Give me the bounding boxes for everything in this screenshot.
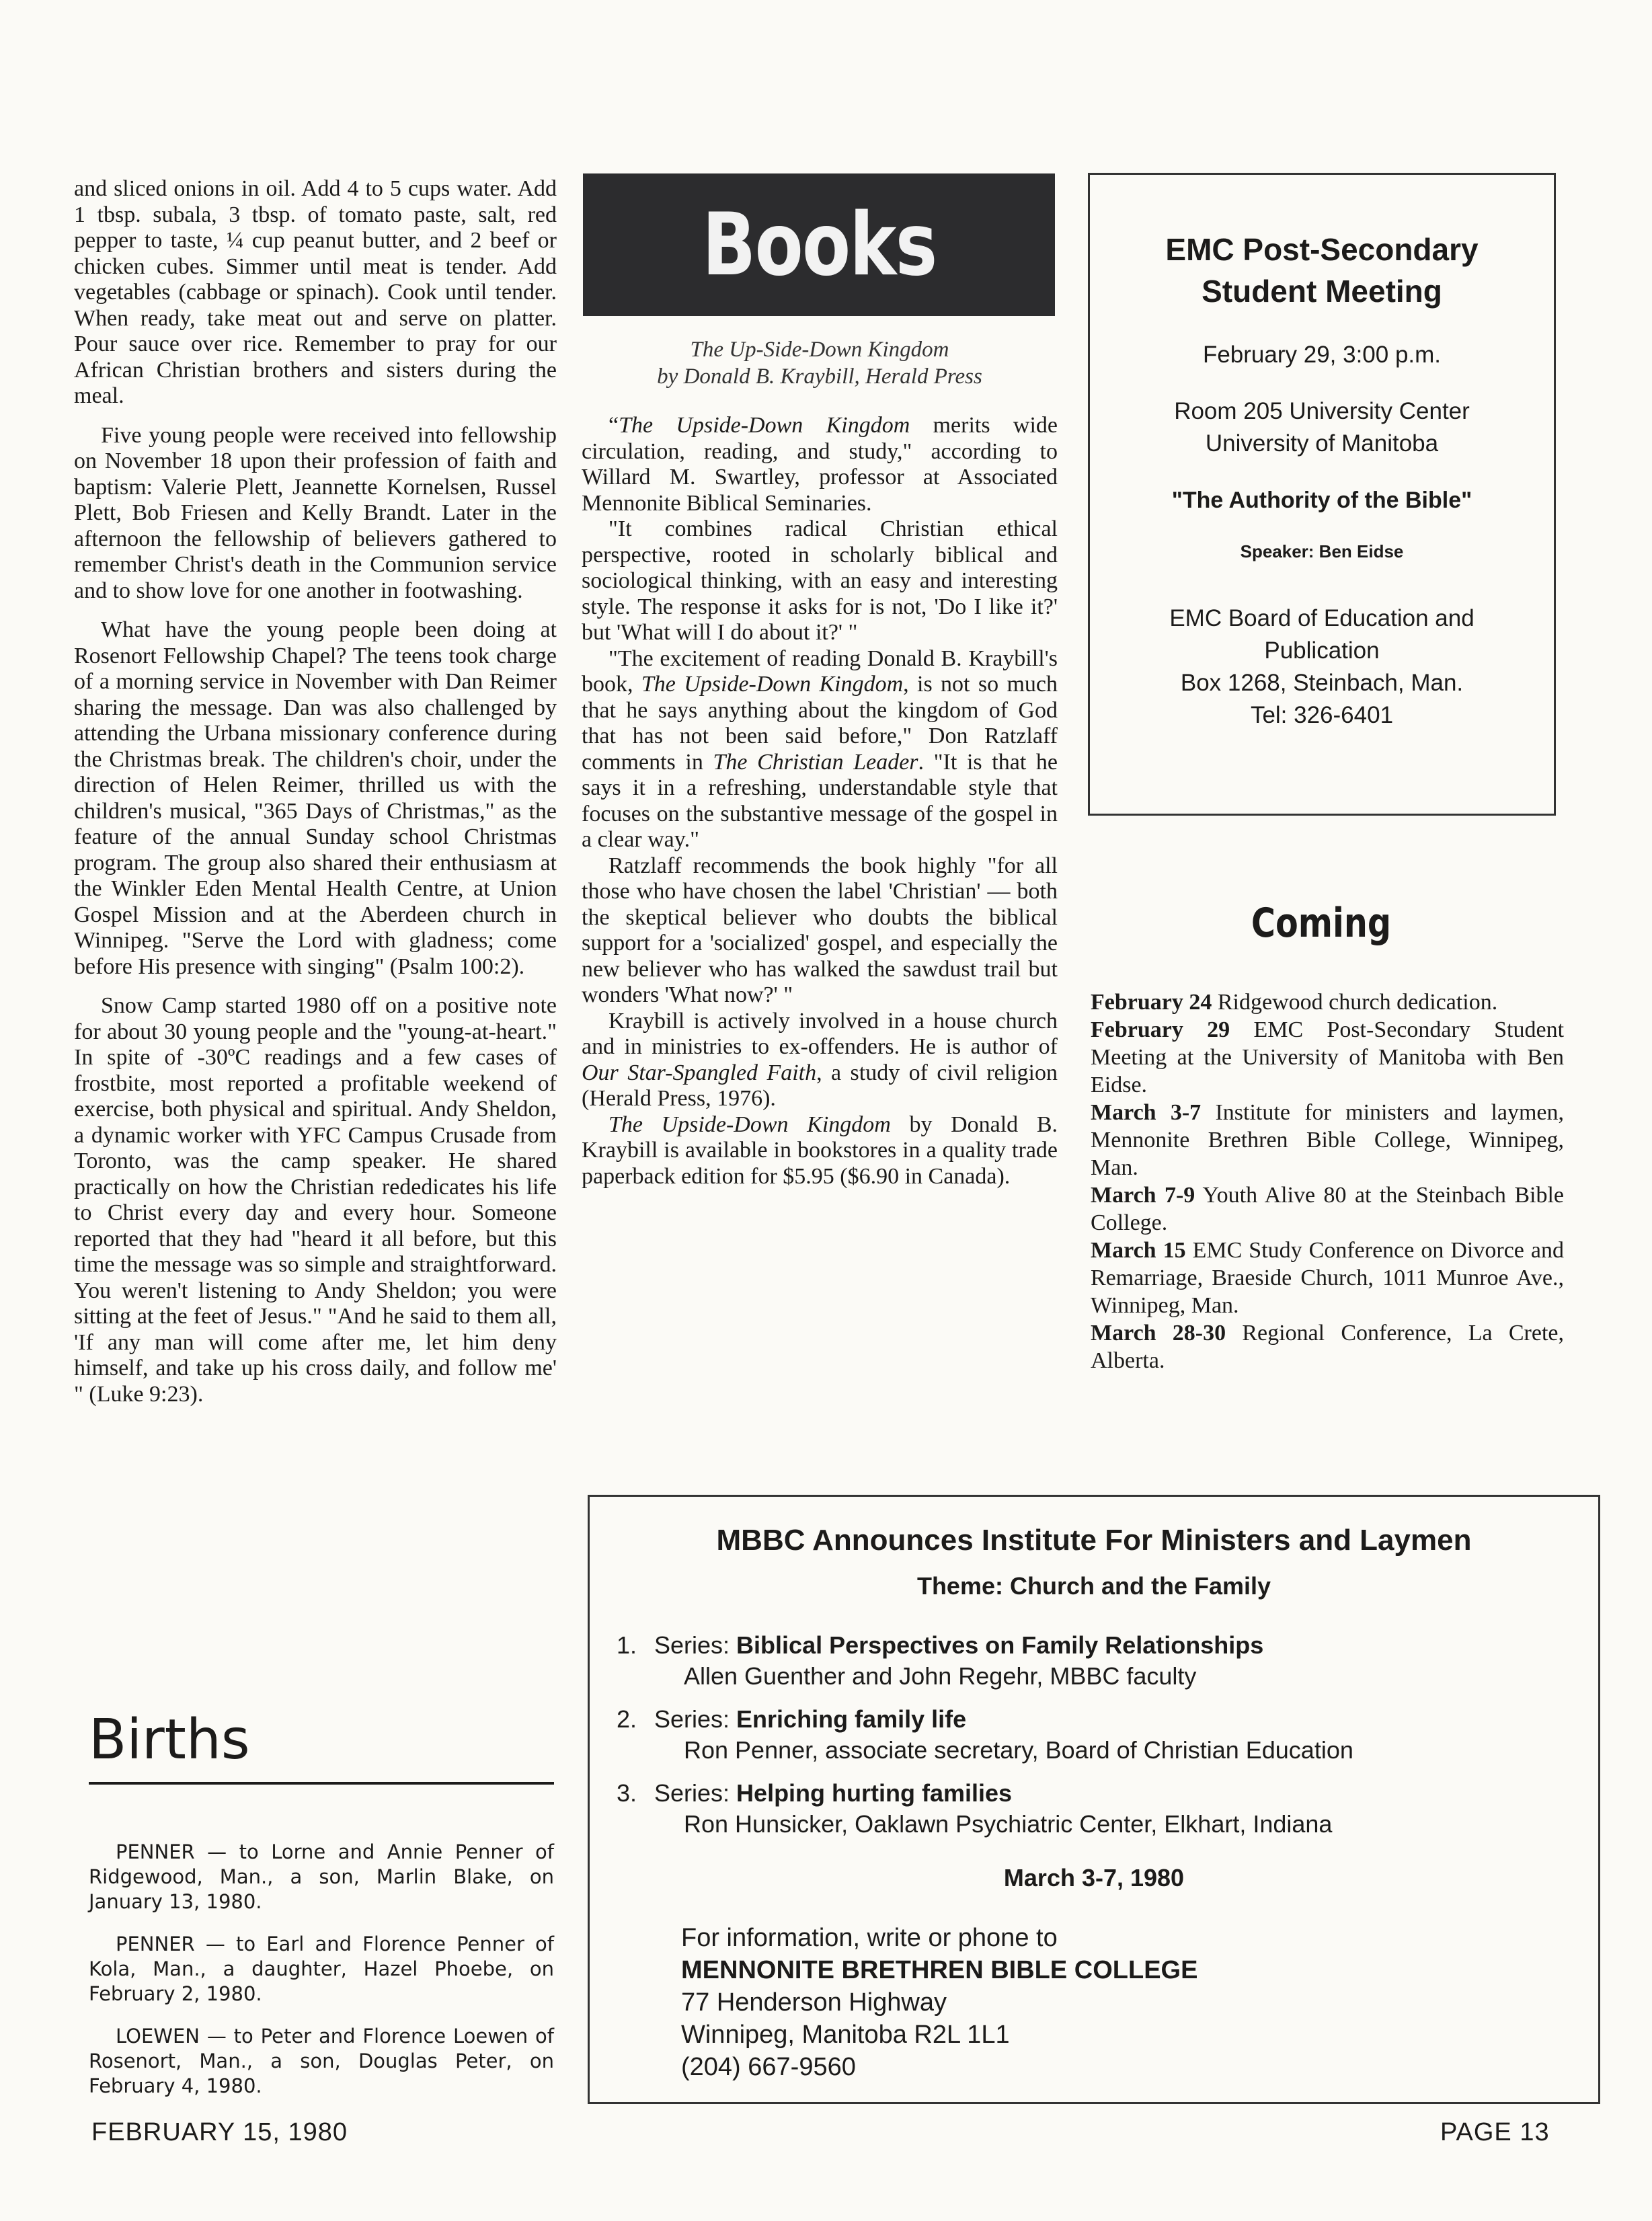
series-item (617, 1778, 1598, 1840)
review-text: Kraybill is actively involved in a house church and in ministries to ex-offenders. He is author of (582, 1008, 1058, 1059)
contact-street: 77 Henderson Highway (681, 1988, 947, 2017)
left-column-article (74, 176, 557, 1407)
review-book-title: The Upside-Down Kingdom (619, 413, 910, 438)
series-number: 3. (617, 1779, 637, 1807)
series-speakers: Ron Hunsicker, Oaklawn Psychiatric Center, Elkhart, Indiana (684, 1810, 1333, 1838)
emc-title (1090, 229, 1554, 312)
article-paragraph: Snow Camp started 1980 off on a positive note for about 30 young people and the "young-at-heart." In spite of -30ºC readings and a few cases of frostbite, most reported a profitable weekend of exercise, both physical and spiritual. Andy Sheldon, a dynamic worker with YFC Campus Crusade from Toronto, was the camp speaker. He shared practically on how the Christian rededicates his life to Christ every day and every hour. Someone reported that they had "heard it all before, but this time the message was so simple and straightforward. You weren't listening to Andy Sheldon; you were sitting at the feet of Jesus." "And he said to them all, 'If any man will come after me, let him deny himself, and take up his cross daily, and follow me' " (Luke 9:23). (74, 993, 557, 1407)
series-name: Enriching family life (736, 1705, 967, 1733)
event-text: Ridgewood church dedication. (1217, 990, 1498, 1015)
emc-location: University of Manitoba (1205, 430, 1439, 457)
event-text: Regional Conference, La Crete, Alberta. (1091, 1321, 1564, 1373)
event-item (1091, 1181, 1564, 1237)
book-review (582, 336, 1058, 1190)
review-text: by Donald B. Kraybill is available in bookstores in a quality trade paperback edition for $5.95 ($6.90 in Canada). (582, 1112, 1058, 1189)
emc-organizer: Publication (1264, 637, 1380, 664)
coming-events-list (1091, 988, 1564, 1374)
births-section (89, 1707, 554, 2099)
contact-city: Winnipeg, Manitoba R2L 1L1 (681, 2021, 1010, 2049)
event-text: Institute for ministers and laymen, Mennonite Brethren Bible College, Winnipeg, Man. (1091, 1100, 1565, 1180)
event-date: March 28-30 (1091, 1321, 1226, 1346)
contact-phone: (204) 667-9560 (681, 2053, 856, 2081)
event-text: EMC Study Conference on Divorce and Remarriage, Braeside Church, 1011 Munroe Ave., Winnipeg, Man. (1091, 1238, 1564, 1318)
event-date: March 7-9 (1091, 1183, 1195, 1208)
mbbc-contact (681, 1922, 1598, 2083)
event-item (1091, 1319, 1564, 1374)
book-meta (582, 336, 1058, 390)
series-speakers: Allen Guenther and John Regehr, MBBC faculty (684, 1662, 1197, 1690)
series-name: Biblical Perspectives on Family Relationships (736, 1631, 1264, 1659)
review-paragraph: “The Upside-Down Kingdom merits wide circulation, reading, and study," according to Willard M. Swartley, professor at Associated Mennonite Biblical Seminaries. (582, 413, 1058, 516)
mbbc-theme: Theme: Church and the Family (916, 1572, 1271, 1600)
emc-organizer: EMC Board of Education and (1169, 605, 1474, 631)
footer-page-number: PAGE 13 (1440, 2118, 1550, 2146)
mbbc-dates: March 3-7, 1980 (1003, 1864, 1185, 1892)
emc-address: Box 1268, Steinbach, Man. (1180, 670, 1464, 696)
article-paragraph: and sliced onions in oil. Add 4 to 5 cups water. Add 1 tbsp. subala, 3 tbsp. of tomato paste, salt, red pepper to taste, ¼ cup peanut butter, and 2 beef or chicken cubes. Simmer until meat is tender. Add vegetables (cabbage or spinach). Cook until tender. When ready, take meat out and serve on platter. Pour sauce over rice. Remember to pray for our African Christian brothers and sisters during the meal. (74, 176, 557, 408)
emc-title-line: Student Meeting (1202, 274, 1442, 309)
event-date: March 15 (1091, 1238, 1186, 1263)
review-paragraph: Ratzlaff recommends the book highly "for all those who have chosen the label 'Christian' — both the skeptical believer who doubts the biblical support for a 'socialized' gospel, and especially the new believer who has walked the sawdust trail but wonders 'What now?' " (582, 853, 1058, 1007)
emc-title-line: EMC Post-Secondary (1165, 232, 1479, 267)
series-prefix: Series: (654, 1779, 737, 1807)
series-name: Helping hurting families (736, 1779, 1013, 1807)
mbbc-institute-announcement (588, 1495, 1600, 2104)
review-text: "The excitement of reading Donald B. Kraybill's book, (582, 646, 1058, 697)
emc-date: February 29, 3:00 p.m. (1202, 342, 1442, 368)
review-text: , a study of civil religion (Herald Press, 1976). (582, 1060, 1058, 1111)
series-item (617, 1630, 1598, 1692)
review-book-title: The Upside-Down Kingdom (608, 1112, 891, 1137)
series-item (617, 1704, 1598, 1766)
review-magazine-title: The Christian Leader (713, 749, 918, 775)
event-item (1091, 1237, 1564, 1319)
contact-intro: For information, write or phone to (681, 1924, 1058, 1952)
review-paragraph (582, 1112, 1058, 1190)
coming-heading-label: Coming (1251, 900, 1392, 947)
series-speakers: Ron Penner, associate secretary, Board of Christian Education (684, 1736, 1353, 1764)
review-paragraph (582, 646, 1058, 853)
review-paragraph (582, 1009, 1058, 1112)
event-text: EMC Post-Secondary Student Meeting at the University of Manitoba with Ben Eidse. (1091, 1017, 1565, 1097)
review-text: , is not so much that he says anything about the kingdom of God that has not been said before," Don Ratzlaff comments in (582, 672, 1058, 775)
births-heading: Births (89, 1707, 554, 1785)
event-date: February 24 (1091, 990, 1212, 1015)
event-item (1091, 988, 1564, 1016)
emc-topic: "The Authority of the Bible" (1171, 488, 1472, 513)
books-banner-label: Books (701, 194, 937, 295)
event-date: March 3-7 (1091, 1100, 1202, 1125)
contact-organization: MENNONITE BRETHREN BIBLE COLLEGE (681, 1956, 1198, 1984)
series-number: 1. (617, 1631, 637, 1659)
event-date: February 29 (1091, 1017, 1230, 1042)
birth-entry: PENNER — to Lorne and Annie Penner of Ridgewood, Man., a son, Marlin Blake, on January 13, 1980. (89, 1840, 554, 1913)
series-number: 2. (617, 1705, 637, 1733)
emc-phone: Tel: 326-6401 (1250, 702, 1394, 728)
article-paragraph: What have the young people been doing at Rosenort Fellowship Chapel? The teens took charge of a morning service in November with Dan Reimer sharing the message. Dan was also challenged by attending the Urbana missionary conference during the Christmas break. The children's choir, under the direction of Helen Reimer, thrilled us with the children's musical, "365 Days of Christmas," as the feature of the annual Sunday school Christmas program. The group also shared their enthusiasm at the Winkler Eden Mental Health Centre, at Union Gospel Mission and at the Aberdeen church in Winnipeg. "Serve the Lord with gladness; come before His presence with singing" (Psalm 100:2). (74, 617, 557, 979)
review-text: merits wide circulation, reading, and study," according to Willard M. Swartley, professor at Associated Mennonite Biblical Seminaries. (582, 413, 1058, 516)
event-item (1091, 1016, 1564, 1099)
births-list (89, 1840, 554, 2099)
books-banner (583, 173, 1055, 316)
article-paragraph: Five young people were received into fellowship on November 18 upon their profession of faith and baptism: Valerie Plett, Jeannette Kornelsen, Russel Plett, Bob Friesen and Kelly Brandt. Later in the afternoon the fellowship of believers gathered to remember Christ's death in the Communion service and to show love for one another in footwashing. (74, 422, 557, 603)
event-text: Youth Alive 80 at the Steinbach Bible College. (1091, 1183, 1564, 1235)
birth-entry: PENNER — to Earl and Florence Penner of Kola, Man., a daughter, Hazel Phoebe, on February 2, 1980. (89, 1933, 554, 2005)
review-book-title: Our Star-Spangled Faith (582, 1060, 817, 1085)
emc-speaker: Speaker: Ben Eidse (1240, 541, 1404, 561)
review-book-title: The Upside-Down Kingdom (641, 672, 904, 697)
emc-meeting-announcement (1088, 173, 1556, 816)
series-prefix: Series: (654, 1705, 737, 1733)
mbbc-title: MBBC Announces Institute For Ministers and Laymen (716, 1524, 1472, 1557)
event-item (1091, 1099, 1564, 1181)
emc-location: Room 205 University Center (1174, 398, 1470, 424)
book-title: The Up-Side-Down Kingdom (690, 338, 949, 362)
coming-heading (1089, 900, 1553, 947)
footer-date: FEBRUARY 15, 1980 (91, 2118, 348, 2146)
review-text: . "It is that he says it in a refreshing, understandable style that focuses on the substantive message of the gospel in a clear way." (582, 749, 1058, 852)
series-prefix: Series: (654, 1631, 737, 1659)
book-byline: by Donald B. Kraybill, Herald Press (657, 364, 982, 389)
birth-entry: LOEWEN — to Peter and Florence Loewen of Rosenort, Man., a son, Douglas Peter, on February 4, 1980. (89, 2025, 554, 2097)
review-paragraph: "It combines radical Christian ethical perspective, rooted in scholarly biblical and sociological thinking, with an easy and interesting style. The response it asks for is not, 'Do I like it?' but 'What will I do about it?' " (582, 516, 1058, 645)
